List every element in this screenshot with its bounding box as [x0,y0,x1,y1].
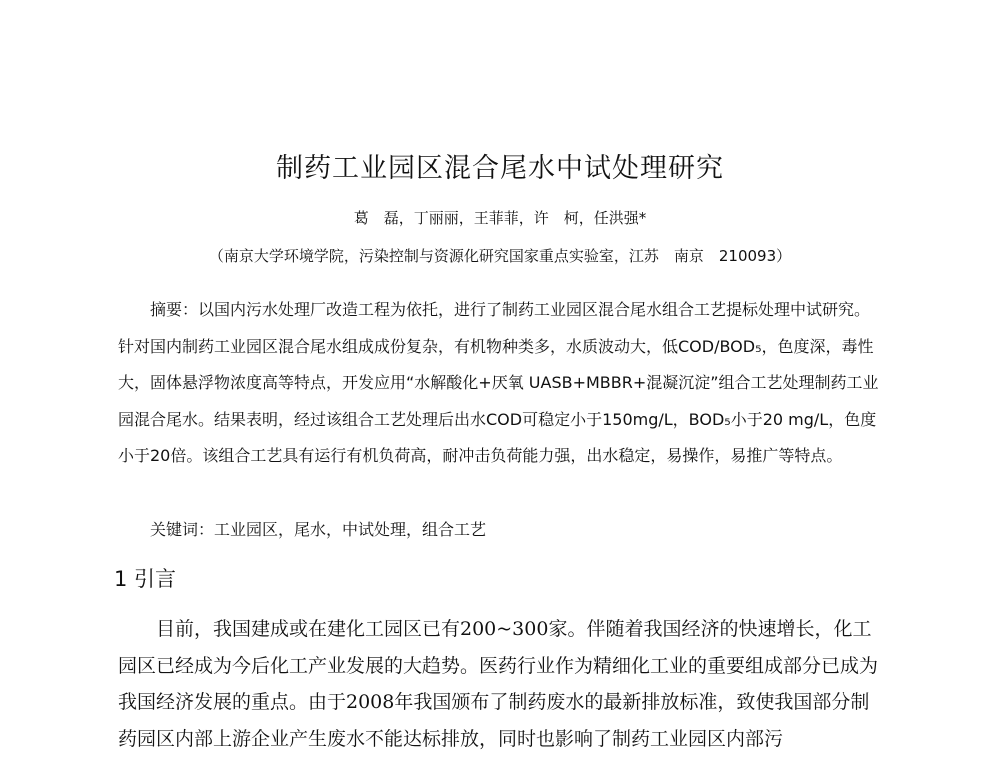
keywords [150,512,885,548]
section-heading: 1 引言 [114,567,177,591]
abstract-text: 以国内污水处理厂改造工程为依托，进行了制药工业园区混合尾水组合工艺提标处理中试研究。针对国内制药工业园区混合尾水组成成份复杂，有机物种类多，水质波动大，低COD/BOD₅，色度深，毒性大，固体悬浮物浓度高等特点，开发应用“水解酸化+厌氧 UASB+MBBR+混凝沉淀”组合工艺处理制药工业园混合尾水。结果表明，经过该组合工艺处理后出水COD可稳定小于150mg/L，BOD₅小于20 mg/L，色度小于20倍。该组合工艺具有运行有机负荷高，耐冲击负荷能力强，出水稳定，易操作，易推广等特点。 [118,300,879,466]
keywords-label: 关键词： [150,520,215,539]
abstract-label: 摘要： [150,300,199,319]
author-list: 葛 磊，丁丽丽，王菲菲，许 柯，任洪强* [353,209,647,227]
keywords-text: 工业园区，尾水，中试处理，组合工艺 [214,520,487,539]
author-affiliation: （南京大学环境学院，污染控制与资源化研究国家重点实验室，江苏 南京 210093） [208,247,792,265]
introduction-paragraph: 目前，我国建成或在建化工园区已有200~300家。伴随着我国经济的快速增长，化工园区已经成为今后化工产业发展的大趋势。医药行业作为精细化工业的重要组成部分已成为我国经济发展的重点。由于2008年我国颁布了制药废水的最新排放标准，致使我国部分制药园区内部上游企业产生废水不能达标排放，同时也影响了制药工业园区内部污 [118,618,879,750]
paper-title: 制药工业园区混合尾水中试处理研究 [276,153,724,184]
abstract [118,292,885,475]
